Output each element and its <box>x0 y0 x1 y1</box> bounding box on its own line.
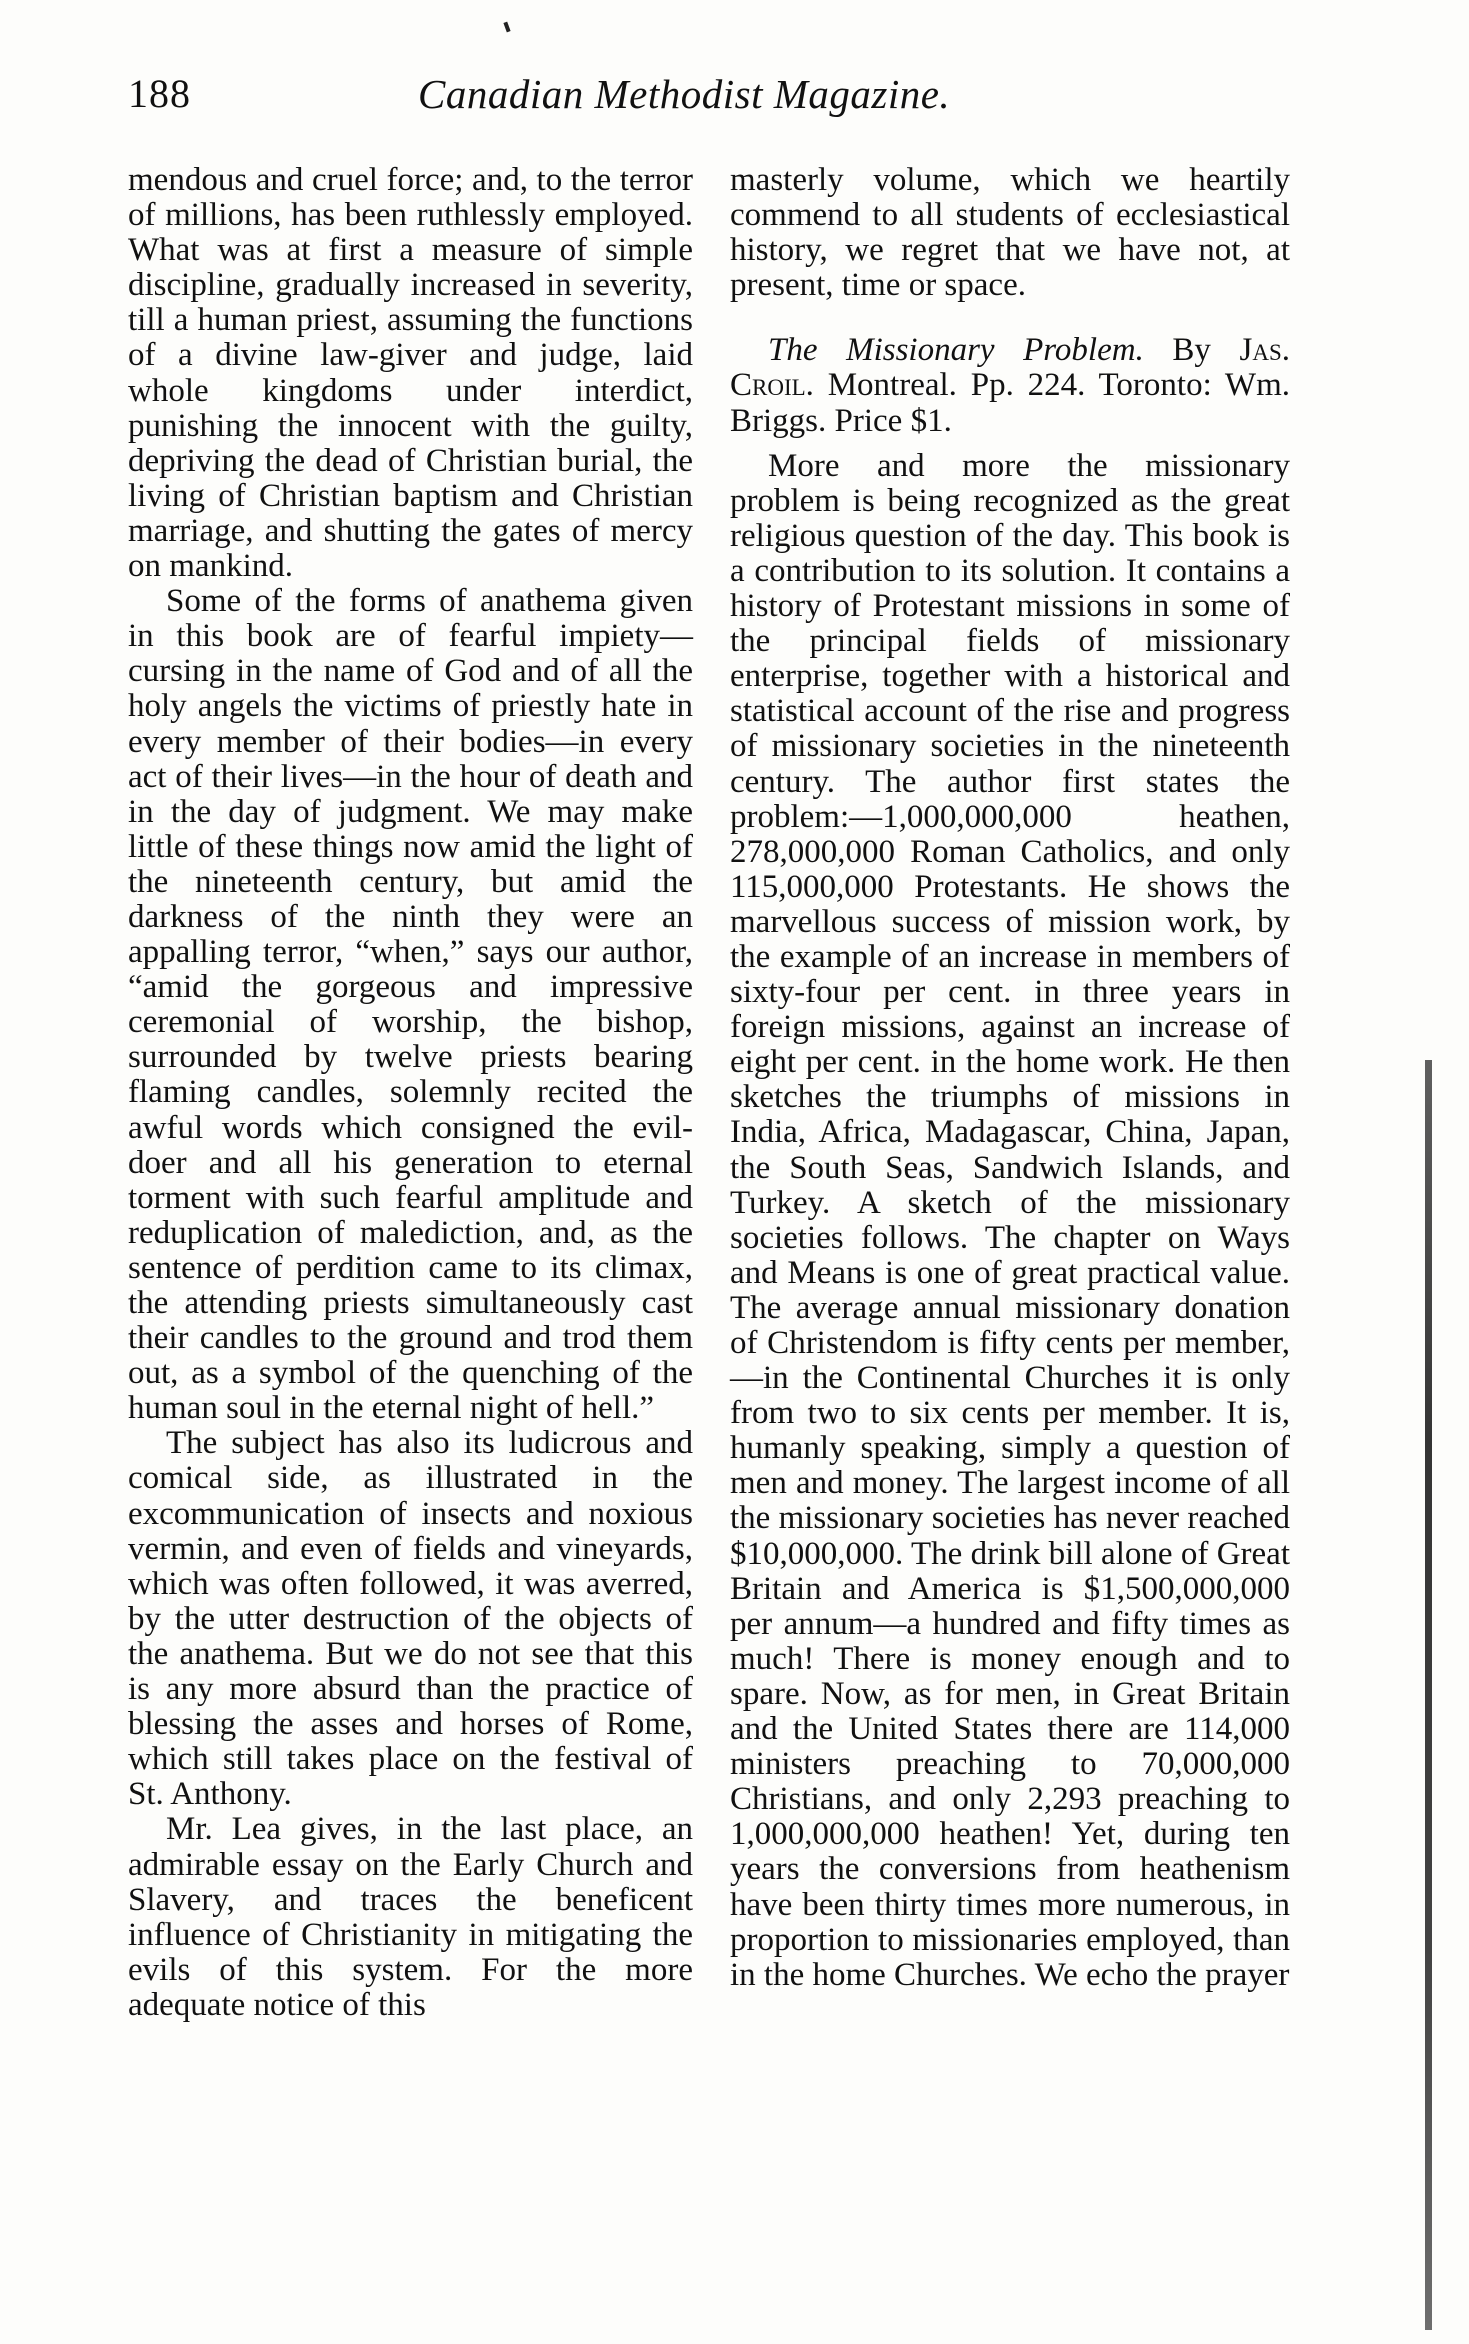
left-paragraph-2: Some of the forms of anathema given in this book are of fearful impiety—cursing in the name of God and of all the holy angels the victims of priestly hate in every member of their bodies—in every act of their lives—in the hour of death and in the day of judgment. We may make little of these things now amid the light of the nineteenth century, but amid the darkness of the ninth they were an appalling terror, “when,” says our author, “amid the gorgeous and impressive ceremonial of worship, the bishop, surrounded by twelve priests bearing flaming candles, solemnly recited the awful words which consigned the evil-doer and all his generation to eternal torment with such fearful amplitude and reduplication of malediction, and, as the sentence of perdition came to its climax, the attending priests simultaneously cast their candles to the ground and trod them out, as a symbol of the quenching of the human soul in the eternal night of hell.” <box>128 583 693 1427</box>
review-heading <box>730 333 1290 438</box>
ink-speck <box>503 22 510 33</box>
left-paragraph-1: mendous and cruel force; and, to the terror of millions, has been ruthlessly employed. What was at first a measure of simple discipline, gradually increased in severity, till a human priest, assuming the functions of a divine law-giver and judge, laid whole kingdoms under interdict, punishing the innocent with the guilty, depriving the dead of Christian burial, the living of Christian baptism and Christian marriage, and shutting the gates of mercy on mankind. <box>128 162 693 585</box>
review-body-paragraph: More and more the missionary problem is being recognized as the great religious question of the day. This book is a contribution to its solution. It contains a history of Protestant missions in some of the principal fields of missionary enterprise, together with a historical and statistical account of the rise and progress of missionary societies in the nineteenth century. The author first states the problem:—1,000,000,000 heathen, 278,000,000 Roman Catholics, and only 115,000,000 Protestants. He shows the marvellous success of mission work, by the example of an increase in members of sixty-four per cent. in three years in foreign missions, against an increase of eight per cent. in the home work. He then sketches the triumphs of missions in India, Africa, Madagascar, China, Japan, the South Seas, Sandwich Islands, and Turkey. A sketch of the missionary societies follows. The chapter on Ways and Means is one of great practical value. The average annual missionary donation of Christendom is fifty cents per member,—in the Continental Churches it is only from two to six cents per member. It is, humanly speaking, simply a question of men and money. The largest income of all the missionary societies has never reached $10,000,000. The drink bill alone of Great Britain and America is $1,500,000,000 per annum—a hundred and fifty times as much! There is money enough and to spare. Now, as for men, in Great Britain and the United States there are 114,000 ministers preaching to 70,000,000 Christians, and only 2,293 preaching to 1,000,000,000 heathen! Yet, during ten years the conversions from heathenism have been thirty times more numerous, in proportion to missionaries employed, than in the home Churches. We echo the prayer <box>730 447 1290 1993</box>
review-by: By <box>1172 332 1211 369</box>
review-book-title: The Missionary Problem. <box>768 332 1144 369</box>
margin-scan-edge <box>1425 1060 1432 2330</box>
page-number: 188 <box>128 71 191 116</box>
right-column <box>730 163 1290 1993</box>
left-column <box>128 163 693 2023</box>
left-paragraph-3: The subject has also its ludicrous and comical side, as illustrated in the excommunication of insects and noxious vermin, and even of fields and vineyards, which was often followed, it was averred, by the utter destruction of the objects of the anathema. But we do not see that this is any more absurd than the practice of blessing the asses and horses of Rome, which still takes place on the festival of St. Anthony. <box>128 1425 693 1813</box>
left-paragraph-4: Mr. Lea gives, in the last place, an admirable essay on the Early Church and Slavery, and traces the beneficent influence of Christianity in mitigating the evils of this system. For the more adequate notice of this <box>128 1811 693 2023</box>
running-head <box>128 70 1288 130</box>
journal-title: Canadian Methodist Magazine. <box>418 71 951 117</box>
review-author: Jas. Croil. <box>730 332 1290 404</box>
right-continuation-paragraph: masterly volume, which we heartily commend to all students of ecclesiastical history, we regret that we have not, at present, time or space. <box>730 162 1290 304</box>
review-details: Montreal. Pp. 224. Toronto: Wm. Briggs. Price $1. <box>730 367 1290 439</box>
